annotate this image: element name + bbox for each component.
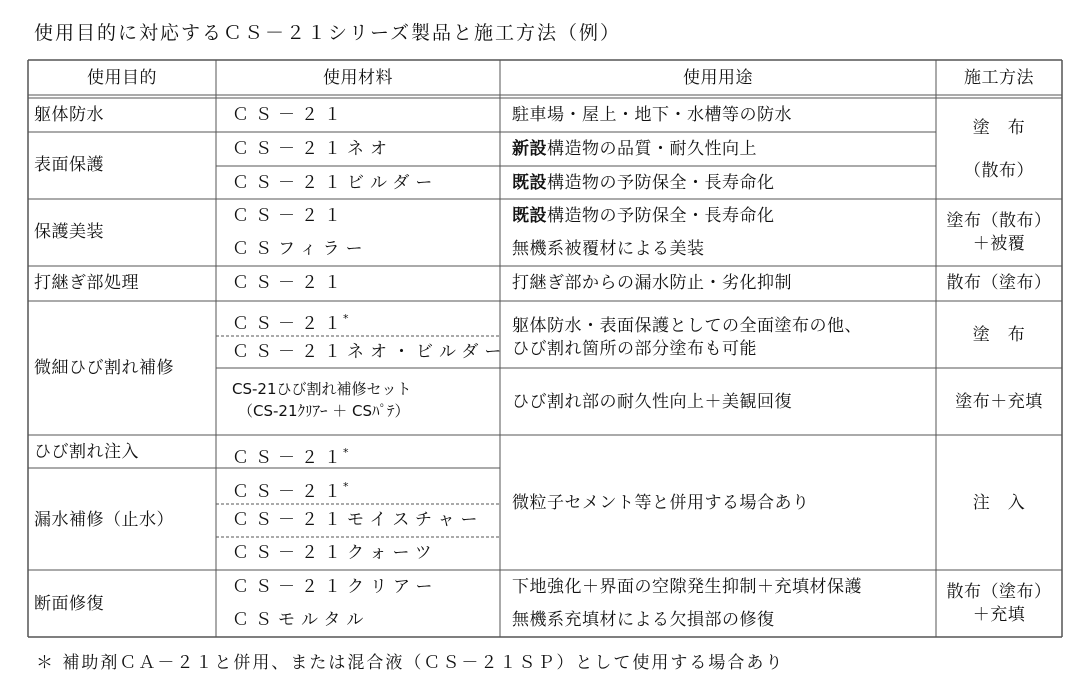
material-cell: ＣＳ－２１ <box>232 206 347 226</box>
material-cell: ＣＳ－２１ネオ・ビルダー <box>232 342 508 362</box>
purpose-cell: 断面修復 <box>34 594 104 614</box>
material-cell: ＣＳ－２１モイスチャー <box>232 510 484 530</box>
material-text: ＣＳ－２１ <box>232 482 347 502</box>
usage-cell: 打継ぎ部からの漏水防止・劣化抑制 <box>512 273 792 293</box>
material-cell: ＣＳモルタル <box>232 610 370 630</box>
method-cell: 塗布＋充填 <box>955 392 1043 412</box>
usage-cell: 駐車場・屋上・地下・水槽等の防水 <box>512 105 792 125</box>
usage-cell: ひび割れ部の耐久性向上＋美観回復 <box>512 392 792 412</box>
method-cell: （散布） <box>964 161 1034 181</box>
usage-text: 構造物の予防保全・長寿命化 <box>547 206 775 226</box>
usage-cell: 微粒子セメント等と併用する場合あり <box>512 493 810 513</box>
material-cell: ＣＳ－２１クォーツ <box>232 543 438 563</box>
method-cell: 散布（塗布） <box>946 273 1052 293</box>
usage-cell <box>512 137 757 162</box>
method-cell: 注 入 <box>972 493 1026 513</box>
header-usage: 使用用途 <box>683 68 753 88</box>
purpose-cell: 表面保護 <box>34 155 104 175</box>
header-purpose: 使用目的 <box>87 68 157 88</box>
material-cell: ＣＳ－２１ <box>232 273 347 293</box>
method-cell: ＋被覆 <box>972 234 1026 254</box>
material-cell: CS-21ひび割れ補修セット <box>232 380 412 398</box>
purpose-cell: 保護美装 <box>34 222 104 242</box>
usage-text: 構造物の予防保全・長寿命化 <box>547 173 775 193</box>
usage-emphasis: 既設 <box>512 173 547 193</box>
method-cell: ＋充填 <box>972 605 1026 625</box>
footnote: ＊ 補助剤ＣＡ－２１と併用、または混合液（ＣＳ－２１ＳＰ）として使用する場合あり <box>36 653 785 673</box>
usage-cell: ひび割れ箇所の部分塗布も可能 <box>512 339 757 359</box>
material-cell: ＣＳ－２１クリアー <box>232 577 439 597</box>
material-cell: ＣＳ－２１ <box>232 105 347 125</box>
material-cell <box>232 440 355 471</box>
usage-text: 構造物の品質・耐久性向上 <box>547 139 757 159</box>
method-cell: 塗 布 <box>972 325 1026 345</box>
material-cell: ＣＳフィラー <box>232 239 369 259</box>
purpose-cell: 打継ぎ部処理 <box>34 273 139 293</box>
method-cell: 散布（塗布） <box>946 582 1052 602</box>
purpose-cell: 微細ひび割れ補修 <box>34 358 174 378</box>
usage-cell <box>512 171 775 196</box>
usage-cell: 無機系被覆材による美装 <box>512 239 705 259</box>
material-cell: ＣＳ－２１ネオ <box>232 139 393 159</box>
asterisk-mark: * <box>343 480 355 493</box>
asterisk-mark: * <box>343 446 355 459</box>
usage-cell <box>512 204 775 229</box>
material-cell: ＣＳ－２１ビルダー <box>232 173 439 193</box>
material-cell <box>232 306 355 337</box>
method-cell: 塗布（散布） <box>946 211 1052 231</box>
header-material: 使用材料 <box>323 68 393 88</box>
material-text: ＣＳ－２１ <box>232 448 347 468</box>
material-cell <box>232 474 355 505</box>
usage-emphasis: 新設 <box>512 139 547 159</box>
purpose-cell: 漏水補修（止水） <box>34 510 174 530</box>
usage-cell: 下地強化＋界面の空隙発生抑制＋充填材保護 <box>512 577 862 597</box>
material-cell: （CS-21ｸﾘｱｰ ＋ CSﾊﾟﾃ） <box>238 402 410 420</box>
asterisk-mark: * <box>343 312 355 325</box>
purpose-cell: ひび割れ注入 <box>34 442 139 462</box>
purpose-cell: 躯体防水 <box>34 105 104 125</box>
method-cell: 塗 布 <box>972 118 1026 138</box>
usage-cell: 躯体防水・表面保護としての全面塗布の他、 <box>512 316 862 336</box>
usage-emphasis: 既設 <box>512 206 547 226</box>
usage-cell: 無機系充填材による欠損部の修復 <box>512 610 775 630</box>
material-text: ＣＳ－２１ <box>232 314 347 334</box>
table-title: 使用目的に対応するＣＳ－２１シリーズ製品と施工方法（例） <box>34 22 622 44</box>
header-method: 施工方法 <box>964 68 1034 88</box>
